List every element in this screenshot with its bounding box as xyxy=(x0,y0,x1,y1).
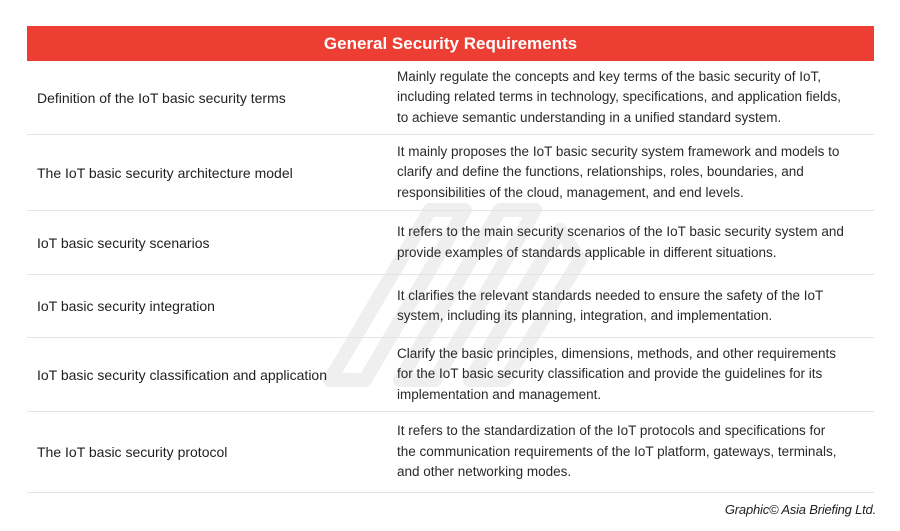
row-label: Definition of the IoT basic security terms xyxy=(37,89,286,106)
security-requirements-table xyxy=(27,26,874,493)
row-description: It mainly proposes the IoT basic security system framework and models to clarify and define the functions, relationships, roles, boundaries, and responsibilities of the cloud, management, and end levels. xyxy=(397,143,840,200)
table-row xyxy=(27,211,874,275)
table-row xyxy=(27,412,874,493)
row-description: It refers to the main security scenarios of the IoT basic security system and provide examples of standards applicable in different situations. xyxy=(397,224,844,260)
row-label: IoT basic security scenarios xyxy=(37,234,210,251)
row-description: It clarifies the relevant standards needed to ensure the safety of the IoT system, including its planning, integration, and implementation. xyxy=(397,287,824,323)
row-label: IoT basic security integration xyxy=(37,298,215,314)
table-row xyxy=(27,338,874,412)
graphic-credit: Graphic© Asia Briefing Ltd. xyxy=(724,502,876,517)
row-label: The IoT basic security architecture model xyxy=(37,164,293,181)
table-row xyxy=(27,275,874,338)
row-label: The IoT basic security protocol xyxy=(37,444,228,460)
row-description: It refers to the standardization of the IoT protocols and specifications for the communication requirements of the IoT platform, gateways, terminals, and other networking modes. xyxy=(397,423,837,480)
table-title: General Security Requirements xyxy=(27,26,874,61)
row-description: Mainly regulate the concepts and key terms of the basic security of IoT, including related terms in technology, specifications, and application fields, to achieve semantic understanding in a unified standard system. xyxy=(397,68,842,125)
row-label: IoT basic security classification and application xyxy=(37,366,328,383)
table-row xyxy=(27,61,874,135)
table-row xyxy=(27,135,874,211)
row-description: Clarify the basic principles, dimensions, methods, and other requirements for the IoT basic security classification and provide the guidelines for its implementation and management. xyxy=(397,345,836,402)
